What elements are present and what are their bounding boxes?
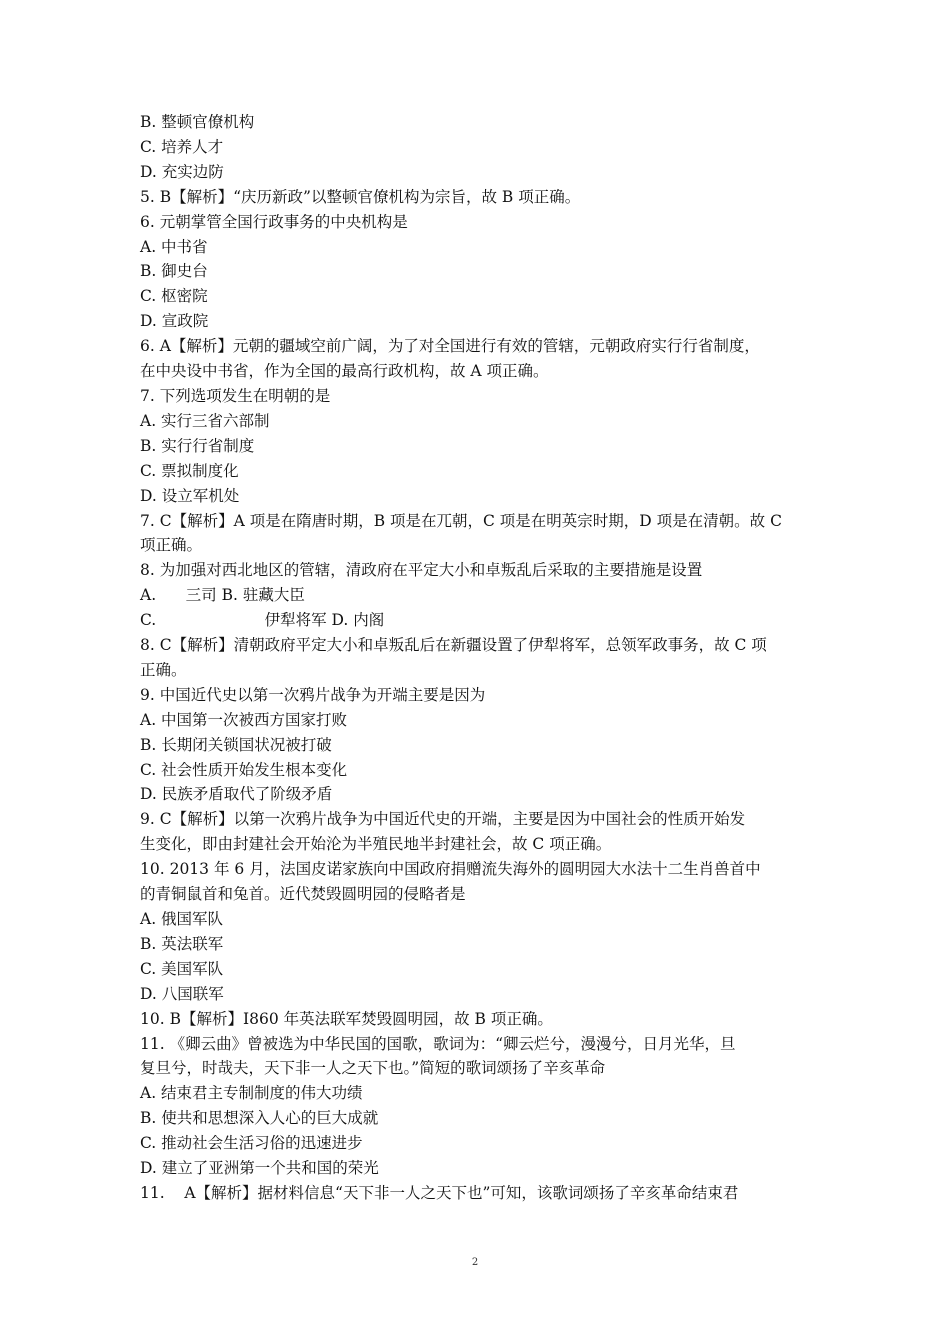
answer-q7-cont: 项正确。 bbox=[140, 536, 203, 555]
option-d-q11: D. 建立了亚洲第一个共和国的荣光 bbox=[140, 1159, 379, 1178]
question-11-cont: 复旦兮，时哉夫，天下非一人之天下也。”简短的歌词颂扬了辛亥革命 bbox=[140, 1059, 606, 1078]
answer-q9-cont: 生变化，即由封建社会开始沦为半殖民地半封建社会，故 C 项正确。 bbox=[140, 835, 612, 854]
options-cd-q8: C. 伊犁将军 D. 内阁 bbox=[140, 611, 385, 630]
options-ab-q8: A. 三司 B. 驻藏大臣 bbox=[140, 586, 305, 605]
answer-q8-cont: 正确。 bbox=[140, 660, 187, 679]
option-b-q7: B. 实行行省制度 bbox=[140, 436, 255, 455]
option-d-q9: D. 民族矛盾取代了阶级矛盾 bbox=[140, 785, 333, 804]
option-a-q7: A. 实行三省六部制 bbox=[140, 411, 270, 430]
question-6: 6. 元朝掌管全国行政事务的中央机构是 bbox=[140, 212, 408, 231]
option-b-q10: B. 英法联军 bbox=[140, 934, 224, 953]
option-c-q10: C. 美国军队 bbox=[140, 959, 224, 978]
answer-q8: 8. C【解析】清朝政府平定大小和卓叛乱后在新疆设置了伊犁将军，总领军政事务，故 C 项 bbox=[140, 636, 767, 655]
option-a-q11: A. 结束君主专制制度的伟大功绩 bbox=[140, 1084, 363, 1103]
answer-q6-cont: 在中央设中书省，作为全国的最高行政机构，故 A 项正确。 bbox=[140, 362, 549, 381]
answer-q6: 6. A【解析】元朝的疆域空前广阔，为了对全国进行有效的管辖，元朝政府实行行省制度， bbox=[140, 337, 760, 356]
option-b-q11: B. 使共和思想深入人心的巨大成就 bbox=[140, 1109, 379, 1128]
page-content bbox=[140, 110, 820, 1206]
question-10: 10. 2013 年 6 月，法国皮诺家族向中国政府捐赠流失海外的圆明园大水法十二生肖兽首中 bbox=[140, 860, 761, 879]
option-d-q7: D. 设立军机处 bbox=[140, 486, 240, 505]
option-a-q6: A. 中书省 bbox=[140, 237, 208, 256]
option-c-q9: C. 社会性质开始发生根本变化 bbox=[140, 760, 348, 779]
answer-q11: 11. A【解析】据材料信息“天下非一人之天下也”可知，该歌词颂扬了辛亥革命结束君 bbox=[140, 1183, 739, 1202]
question-11: 11. 《卿云曲》曾被选为中华民国的国歌，歌词为：“卿云烂兮，漫漫兮，日月光华，旦 bbox=[140, 1034, 736, 1053]
option-c-q11: C. 推动社会生活习俗的迅速进步 bbox=[140, 1134, 363, 1153]
option-b-q6: B. 御史台 bbox=[140, 262, 208, 281]
answer-q9: 9. C【解析】以第一次鸦片战争为中国近代史的开端，主要是因为中国社会的性质开始发 bbox=[140, 810, 746, 829]
option-d-q5: D. 充实边防 bbox=[140, 162, 224, 181]
option-c-q5: C. 培养人才 bbox=[140, 137, 224, 156]
page-number: 2 bbox=[471, 1257, 479, 1268]
answer-q5: 5. B【解析】“庆历新政”以整顿官僚机构为宗旨，故 B 项正确。 bbox=[140, 187, 581, 206]
question-9: 9. 中国近代史以第一次鸦片战争为开端主要是因为 bbox=[140, 685, 486, 704]
answer-q7: 7. C【解析】A 项是在隋唐时期，B 项是在兀朝，C 项是在明英宗时期，D 项是在清朝。故 C bbox=[140, 511, 782, 530]
option-c-q7: C. 票拟制度化 bbox=[140, 461, 239, 480]
option-a-q10: A. 俄国军队 bbox=[140, 910, 224, 928]
question-10-cont: 的青铜鼠首和兔首。近代焚毁圆明园的侵略者是 bbox=[140, 885, 466, 904]
option-c-q6: C. 枢密院 bbox=[140, 287, 208, 306]
answer-q10: 10. B【解析】I860 年英法联军焚毁圆明园，故 B 项正确。 bbox=[140, 1009, 553, 1028]
option-a-q9: A. 中国第一次被西方国家打败 bbox=[140, 710, 348, 729]
option-b-q5: B. 整顿官僚机构 bbox=[140, 113, 255, 131]
option-d-q10: D. 八国联军 bbox=[140, 984, 224, 1003]
question-7: 7. 下列选项发生在明朝的是 bbox=[140, 386, 331, 405]
option-d-q6: D. 宣政院 bbox=[140, 312, 209, 331]
option-b-q9: B. 长期闭关锁国状况被打破 bbox=[140, 735, 332, 754]
question-8: 8. 为加强对西北地区的管辖，清政府在平定大小和卓叛乱后采取的主要措施是设置 bbox=[140, 561, 703, 580]
